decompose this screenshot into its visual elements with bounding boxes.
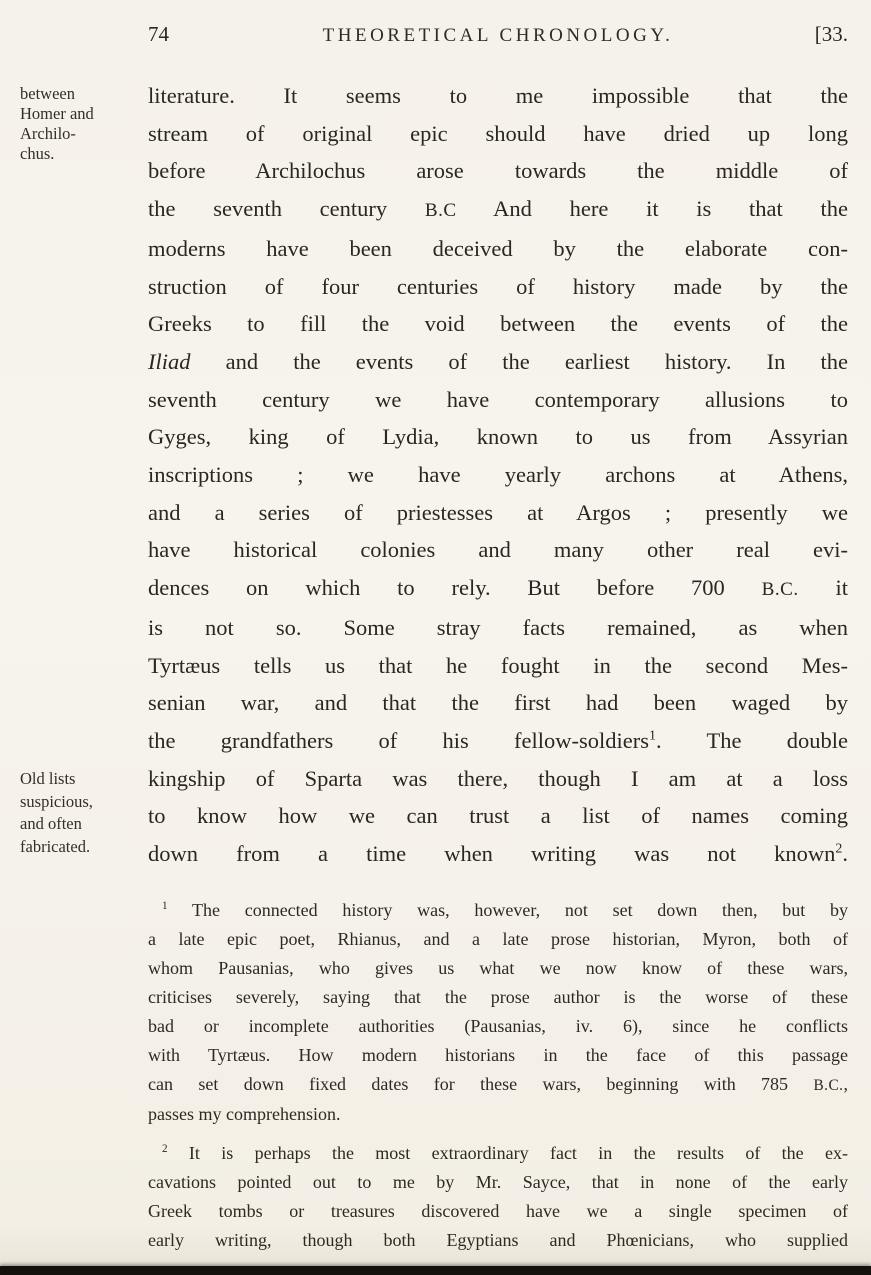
text-segment: Gyges, king of Lydia, known to us from Assyrian: [148, 424, 848, 450]
text-segment: criticises severely, saying that the prose author is the worse of these: [148, 987, 848, 1007]
footnote-2: [148, 1139, 848, 1255]
text-segment: it: [798, 575, 848, 601]
italic-text: Iliad: [148, 348, 191, 374]
margin-note-line: between: [20, 84, 75, 103]
text-line: [148, 954, 848, 983]
text-segment: can set down fixed dates for these wars, beginning with 785: [148, 1074, 814, 1094]
text-segment: with Tyrtæus. How modern historians in the face of this passage: [148, 1045, 848, 1065]
text-segment: and a series of priestesses at Argos ; presently we: [148, 499, 848, 525]
text-segment: and the events of the earliest history. In the: [190, 348, 848, 374]
margin-note-line: chus.: [20, 144, 55, 163]
text-segment: kingship of Sparta was there, though I am at a loss: [148, 765, 848, 791]
text-line: [148, 1070, 848, 1100]
text-segment: B.C.: [761, 579, 799, 601]
text-line: [148, 531, 848, 569]
page-number: 74: [148, 22, 169, 46]
footnote-marker: 1: [649, 728, 656, 744]
text-line: [148, 760, 848, 798]
text-segment: have historical colonies and many other real evi-: [148, 537, 848, 563]
margin-note-line: and often: [20, 814, 82, 833]
margin-note-line: suspicious,: [20, 791, 93, 811]
text-segment: Greeks to fill the void between the events of the: [148, 311, 848, 337]
text-line: [148, 1197, 848, 1226]
text-segment: cavations pointed out to me by Mr. Sayce, that in none of the early: [148, 1172, 848, 1192]
text-segment: early writing, though both Egyptians and Phœnicians, who supplied: [148, 1230, 848, 1250]
text-segment: .: [842, 841, 848, 867]
text-line: [148, 1168, 848, 1197]
text-line: [148, 797, 848, 835]
text-line: [148, 230, 848, 268]
text-segment: B.C: [424, 200, 457, 222]
footnote-marker: 1: [162, 900, 168, 912]
text-line: [148, 983, 848, 1012]
text-line: [148, 1041, 848, 1070]
text-line: [148, 1226, 848, 1255]
text-line: [148, 343, 848, 381]
margin-note-line: Old lists: [20, 769, 76, 788]
text-segment: struction of four centuries of history made by the: [148, 273, 848, 299]
text-segment: stream of original epic should have dried up long: [148, 120, 848, 146]
text-segment: down from a time when writing was not known: [148, 841, 836, 867]
text-line: [148, 835, 848, 873]
footnote-1: [148, 896, 848, 1129]
margin-note-homer-archilochus: [20, 84, 144, 164]
text-line: [148, 115, 848, 153]
text-line: [148, 381, 848, 419]
text-segment: dences on which to rely. But before 700: [148, 575, 762, 601]
footnote-marker: 2: [162, 1143, 168, 1155]
text-line: [148, 647, 848, 685]
margin-note-line: fabricated.: [20, 836, 91, 856]
text-segment: a late epic poet, Rhianus, and a late prose historian, Myron, both of: [148, 929, 848, 949]
text-segment: the seventh century: [148, 196, 425, 222]
text-line: [148, 77, 848, 115]
text-segment: to know how we can trust a list of names coming: [148, 803, 848, 829]
text-line: [148, 1012, 848, 1041]
text-segment: the grandfathers of his fellow-soldiers: [148, 727, 650, 753]
text-line: [148, 494, 848, 532]
text-line: [148, 268, 848, 306]
text-line: [148, 305, 848, 343]
running-title: THEORETICAL CHRONOLOGY.: [322, 25, 674, 46]
text-line: [148, 569, 848, 609]
page-header: [148, 22, 848, 47]
scan-edge-artifact: [0, 1266, 871, 1275]
text-segment: And here it is that the: [456, 196, 848, 222]
text-segment: moderns have been deceived by the elaborate con-: [148, 235, 848, 261]
body-text: [148, 77, 848, 873]
text-line: [148, 722, 848, 760]
text-segment: B.C.: [813, 1077, 844, 1094]
text-line: [148, 1100, 848, 1129]
text-segment: whom Pausanias, who gives us what we now know of these wars,: [148, 958, 848, 978]
text-segment: is not so. Some stray facts remained, as when: [148, 614, 848, 640]
text-segment: ,: [843, 1074, 848, 1094]
text-line: [148, 190, 848, 230]
text-segment: seventh century we have contemporary allusions to: [148, 386, 848, 412]
text-segment: bad or incomplete authorities (Pausanias, iv. 6), since he conflicts: [148, 1016, 848, 1036]
text-line: [148, 418, 848, 456]
text-line: [148, 609, 848, 647]
text-segment: passes my comprehension.: [148, 1104, 341, 1124]
text-segment: before Archilochus arose towards the middle of: [148, 158, 848, 184]
text-line: [148, 684, 848, 722]
text-segment: Greek tombs or treasures discovered have we a single specimen of: [148, 1201, 848, 1221]
text-line: [148, 152, 848, 190]
text-segment: senian war, and that the first had been waged by: [148, 690, 848, 716]
text-segment: It is perhaps the most extraordinary fact in the results of the ex-: [167, 1143, 848, 1163]
text-segment: The connected history was, however, not set down then, but by: [167, 900, 848, 920]
section-reference: [33.: [814, 22, 848, 46]
margin-note-line: Archilo-: [20, 124, 76, 143]
margin-note-old-lists: [20, 768, 144, 858]
text-segment: Tyrtæus tells us that he fought in the second Mes-: [148, 652, 848, 678]
text-segment: . The double: [656, 727, 848, 753]
footnote-marker: 2: [835, 841, 843, 857]
text-line: [148, 1139, 848, 1168]
text-segment: inscriptions ; we have yearly archons at Athens,: [148, 462, 848, 488]
text-line: [148, 896, 848, 925]
text-segment: literature. It seems to me impossible that the: [148, 83, 848, 108]
margin-note-line: Homer and: [20, 104, 94, 123]
text-line: [148, 925, 848, 954]
text-line: [148, 456, 848, 494]
